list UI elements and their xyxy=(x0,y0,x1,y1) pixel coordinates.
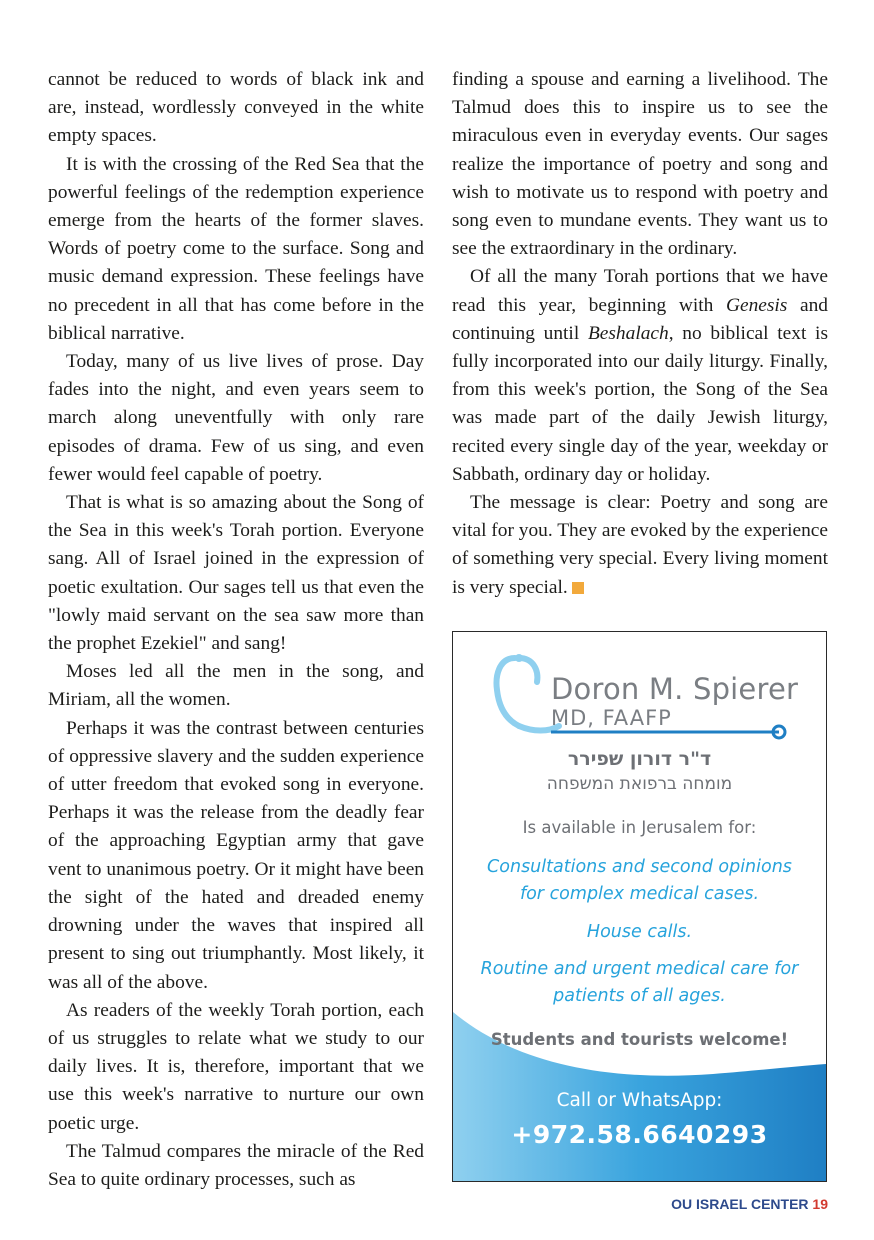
availability-text: Is available in Jerusalem for: xyxy=(522,818,757,837)
page-footer xyxy=(671,1196,828,1212)
service-line: for complex medical cases. xyxy=(519,884,760,904)
service-line: patients of all ages. xyxy=(553,986,726,1006)
paragraph xyxy=(452,263,828,489)
service-consultations xyxy=(453,854,826,908)
paragraph: Today, many of us live lives of prose. Day fades into the night, and even years seem to march along uneventfully with only rare episodes of drama. Few of us sing, and even fewer would feel capable of poetry. xyxy=(48,351,424,485)
service-routine-care xyxy=(453,956,826,1010)
doctor-name: Doron M. Spierer xyxy=(551,672,799,706)
hebrew-name: ד"ר דורון שפירר xyxy=(567,748,712,770)
doctor-credentials: MD, FAAFP xyxy=(551,706,672,730)
hebrew-specialty: מומחה ברפואת המשפחה xyxy=(546,774,733,794)
page-number: 19 xyxy=(812,1196,828,1212)
doctor-advertisement xyxy=(452,631,827,1182)
text-run: The message is clear: Poetry and song are vital for you. They are evoked by the experience of something very special. Every living moment is very special. xyxy=(452,492,828,598)
service-line: Routine and urgent medical care for xyxy=(480,959,799,979)
paragraph: That is what is so amazing about the Song of the Sea in this week's Torah portion. Everyone sang. All of Israel joined in the expression of poetic exultation. Our sages tell us that even the "lowly maid servant on the sea saw more than the prophet Ezekiel" and sang! xyxy=(48,492,424,655)
paragraph: It is with the crossing of the Red Sea that the powerful feelings of the redemption experience emerge from the hearts of the former slaves. Words of poetry come to the surface. Song and music demand expression. These feelings have no precedent in all that has come before in the biblical narrative. xyxy=(48,153,424,344)
service-house-calls: House calls. xyxy=(586,922,693,942)
service-line: Consultations and second opinions xyxy=(487,857,792,877)
article-column-right xyxy=(452,66,828,602)
paragraph: finding a spouse and earning a livelihood. The Talmud does this to inspire us to see the miraculous even in everyday events. Our sages realize the importance of poetry and song and wish to motivate us to respond with poetry and song even to mundane events. They want us to see the extraordinary in the ordinary. xyxy=(452,69,828,260)
text-run: , no biblical text is fully incorporated into our daily liturgy. Finally, from this week's portion, the Song of the Sea was made part of the daily Jewish liturgy, recited every single day of the year, weekday or Sabbath, ordinary day or holiday. xyxy=(452,322,828,485)
publication-name: OU ISRAEL CENTER xyxy=(671,1196,809,1212)
welcome-text: Students and tourists welcome! xyxy=(490,1030,789,1049)
text-run: and continuing until xyxy=(452,294,828,344)
end-mark-icon xyxy=(572,582,584,594)
paragraph xyxy=(452,489,828,602)
paragraph: cannot be reduced to words of black ink and are, instead, wordlessly conveyed in the white empty spaces. xyxy=(48,69,424,147)
book-title-beshalach: Beshalach xyxy=(587,322,669,344)
paragraph: The Talmud compares the miracle of the Red Sea to quite ordinary processes, such as xyxy=(48,1140,424,1190)
paragraph: As readers of the weekly Torah portion, each of us struggles to relate what we study to our daily lives. It is, therefore, important that we use this week's narrative to nurture our own poetic urge. xyxy=(48,999,424,1134)
article-column-left xyxy=(48,66,424,1194)
phone-number: +972.58.6640293 xyxy=(511,1120,768,1149)
call-label: Call or WhatsApp: xyxy=(556,1090,723,1111)
book-title-genesis: Genesis xyxy=(725,294,788,316)
paragraph: Perhaps it was the contrast between centuries of oppressive slavery and the sudden experience of utter freedom that evoked song in everyone. Perhaps it was the release from the deadly fear of the approaching Egyptian army that gave vent to unanimous poetry. Or it might have been the sight of the hated and dreaded enemy drowning under the waves that inspired all present to sing out triumphantly. Most likely, it was all of the above. xyxy=(48,717,424,993)
text-run: Of all the many Torah portions that we have read this year, beginning with xyxy=(452,266,828,316)
paragraph: Moses led all the men in the song, and Miriam, all the women. xyxy=(48,661,424,711)
